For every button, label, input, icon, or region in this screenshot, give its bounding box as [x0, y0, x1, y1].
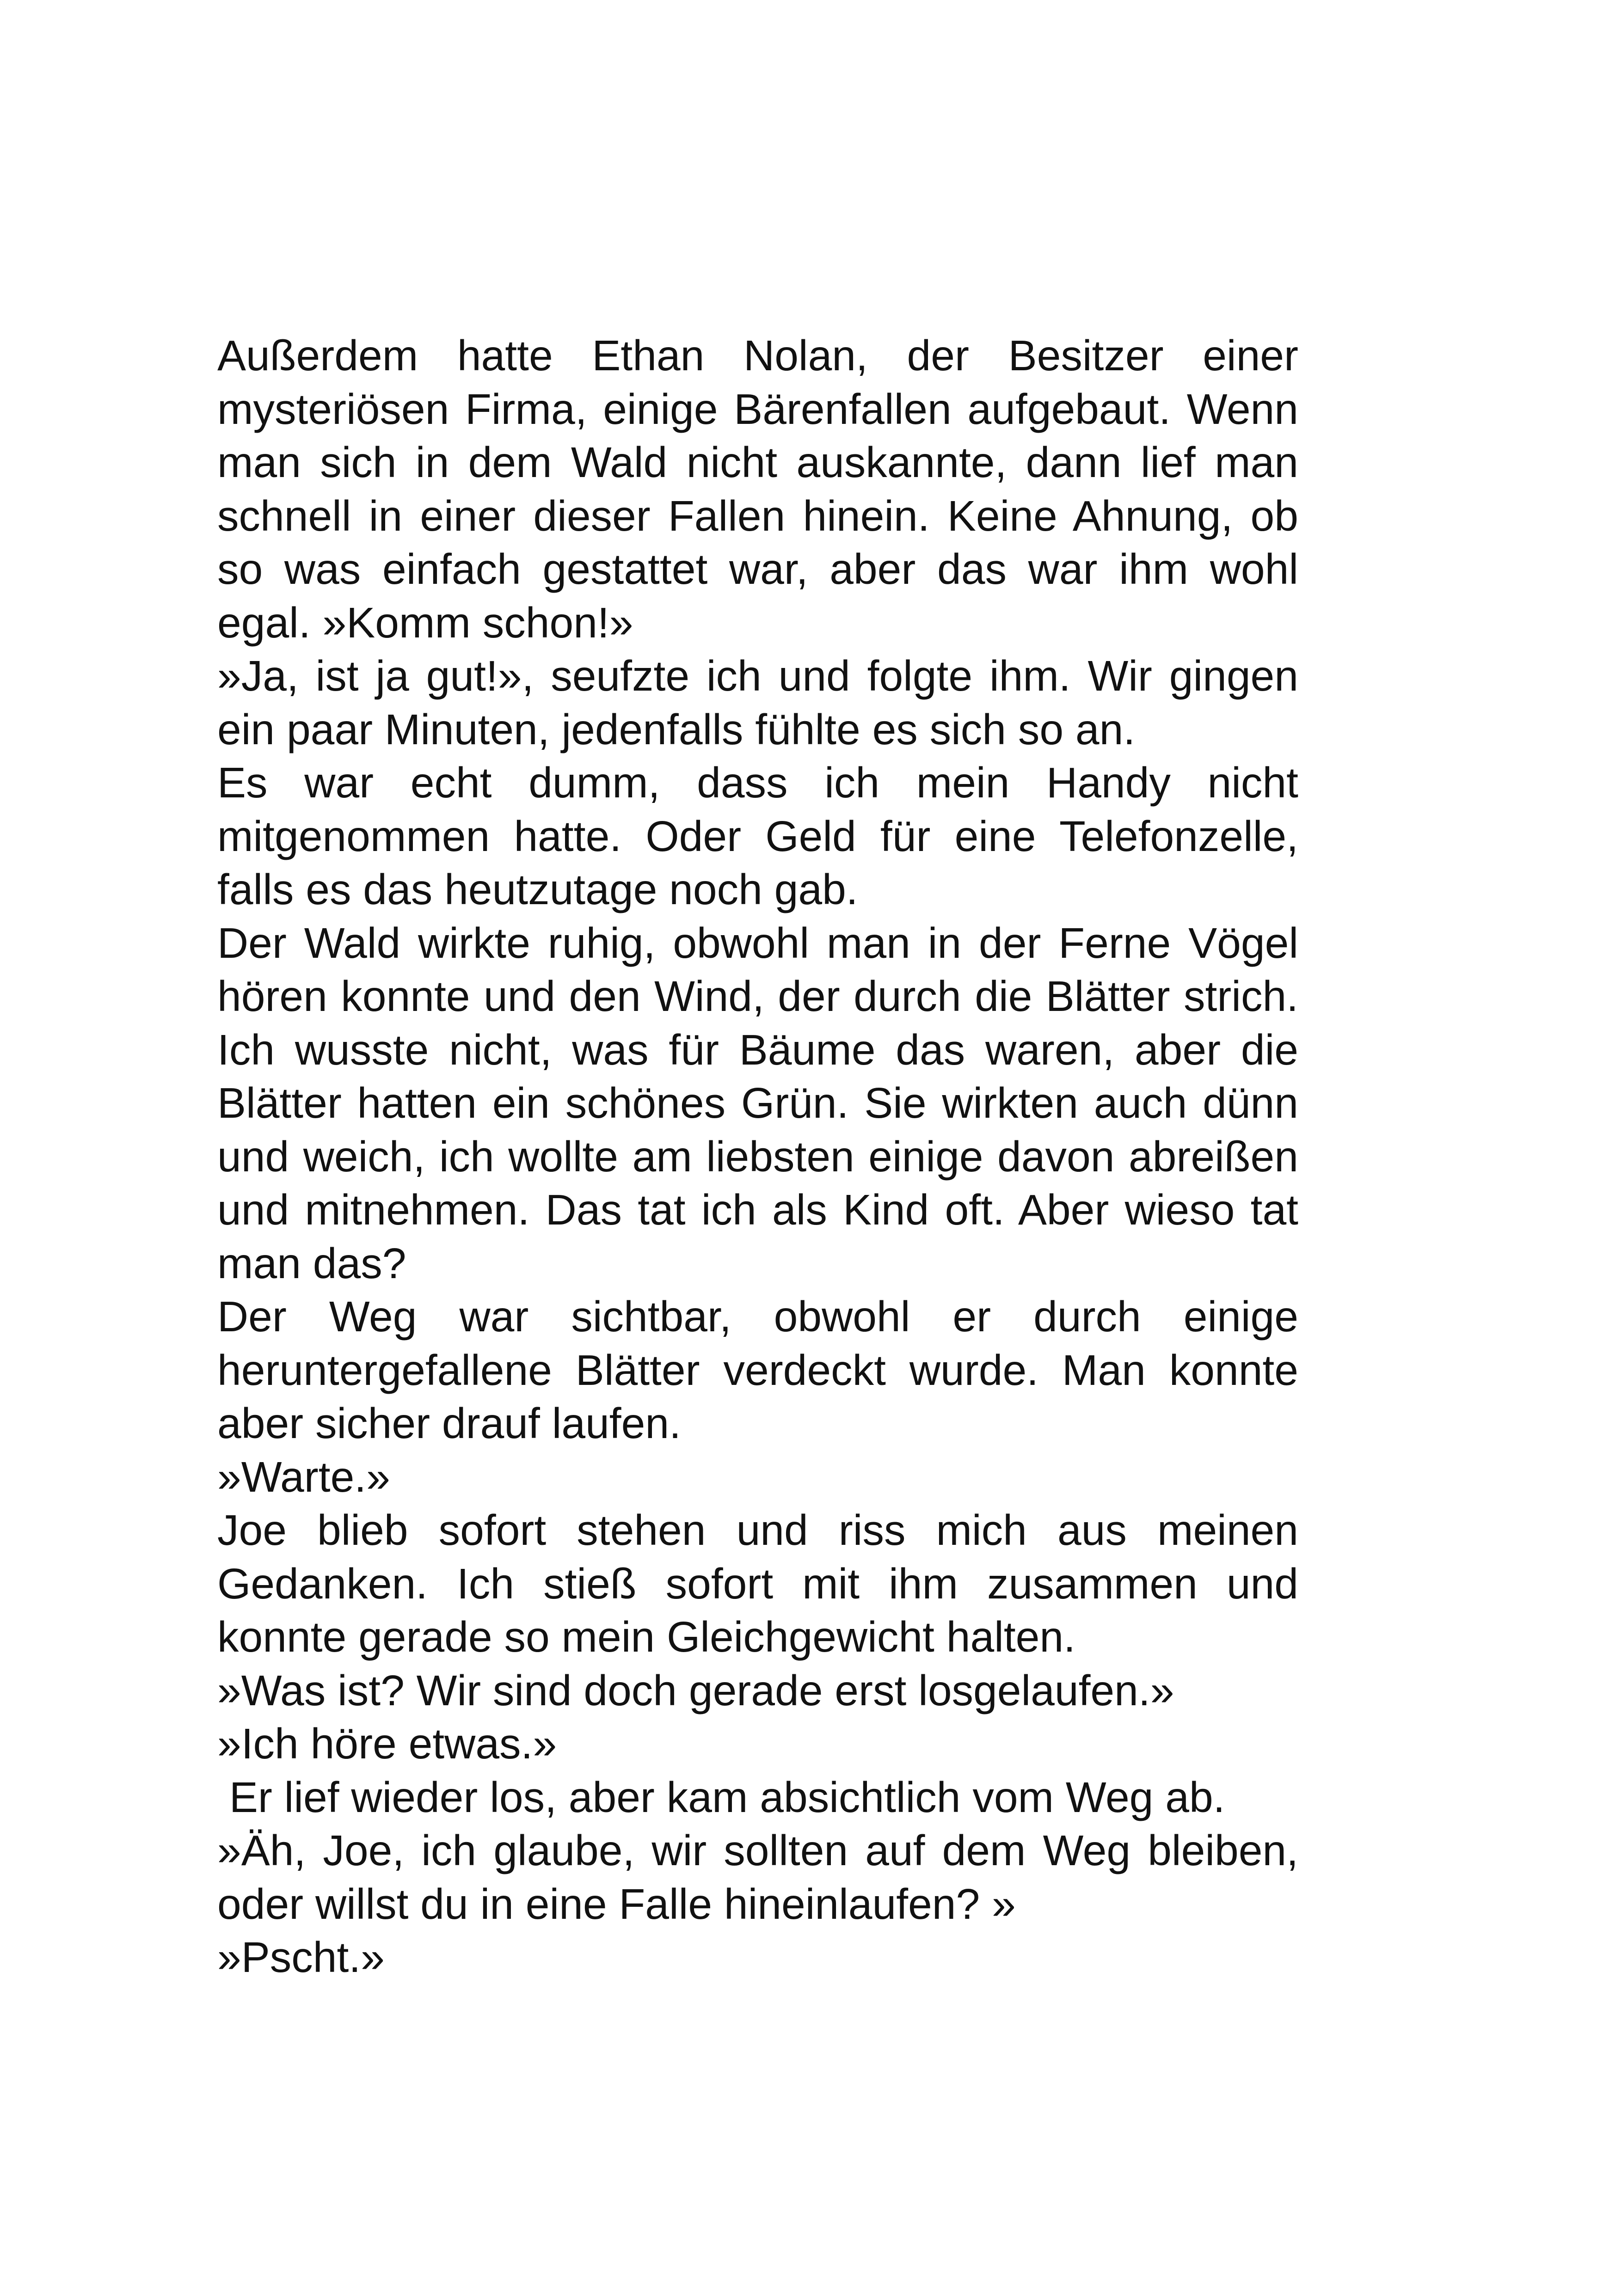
paragraph-6: »Warte.»	[217, 1452, 390, 1501]
paragraph-10: Er lief wieder los, aber kam absichtlich vom Weg ab.	[217, 1773, 1225, 1821]
paragraph-5: Der Weg war sichtbar, obwohl er durch einige heruntergefallene Blätter verdeckt wurde. Man konnte aber sicher drauf laufen.	[217, 1292, 1310, 1447]
paragraph-1: Außerdem hatte Ethan Nolan, der Besitzer einer mysteriösen Firma, einige Bärenfallen aufgebaut. Wenn man sich in dem Wald nicht auskannte, dann lief man schnell in einer dieser Fallen hinein. Keine Ahnung, ob so was einfach gestattet war, aber das war ihm wohl egal. »Komm schon!»	[217, 331, 1310, 647]
paragraph-3: Es war echt dumm, dass ich mein Handy nicht mitgenommen hatte. Oder Geld für eine Telefonzelle, falls es das heutzutage noch gab.	[217, 759, 1310, 913]
paragraph-8: »Was ist? Wir sind doch gerade erst losgelaufen.»	[217, 1666, 1174, 1714]
paragraph-12: »Pscht.»	[217, 1933, 385, 1981]
paragraph-9: »Ich höre etwas.»	[217, 1720, 557, 1768]
paragraph-4: Der Wald wirkte ruhig, obwohl man in der Ferne Vögel hören konnte und den Wind, der durch die Blätter strich. Ich wusste nicht, was für Bäume das waren, aber die Blätter hatten ein schönes Grün. Sie wirkten auch dünn und weich, ich wollte am liebsten einige davon abreißen und mitnehmen. Das tat ich als Kind oft. Aber wieso tat man das?	[217, 918, 1310, 1287]
body-text	[217, 329, 1310, 1984]
paragraph-11: »Äh, Joe, ich glaube, wir sollten auf dem Weg bleiben, oder willst du in eine Falle hineinlaufen? »	[217, 1826, 1310, 1928]
paragraph-2: »Ja, ist ja gut!», seufzte ich und folgte ihm. Wir gingen ein paar Minuten, jedenfalls fühlte es sich so an.	[217, 652, 1310, 753]
paragraph-7: Joe blieb sofort stehen und riss mich aus meinen Gedanken. Ich stieß sofort mit ihm zusammen und konnte gerade so mein Gleichgewicht halten.	[217, 1506, 1310, 1661]
